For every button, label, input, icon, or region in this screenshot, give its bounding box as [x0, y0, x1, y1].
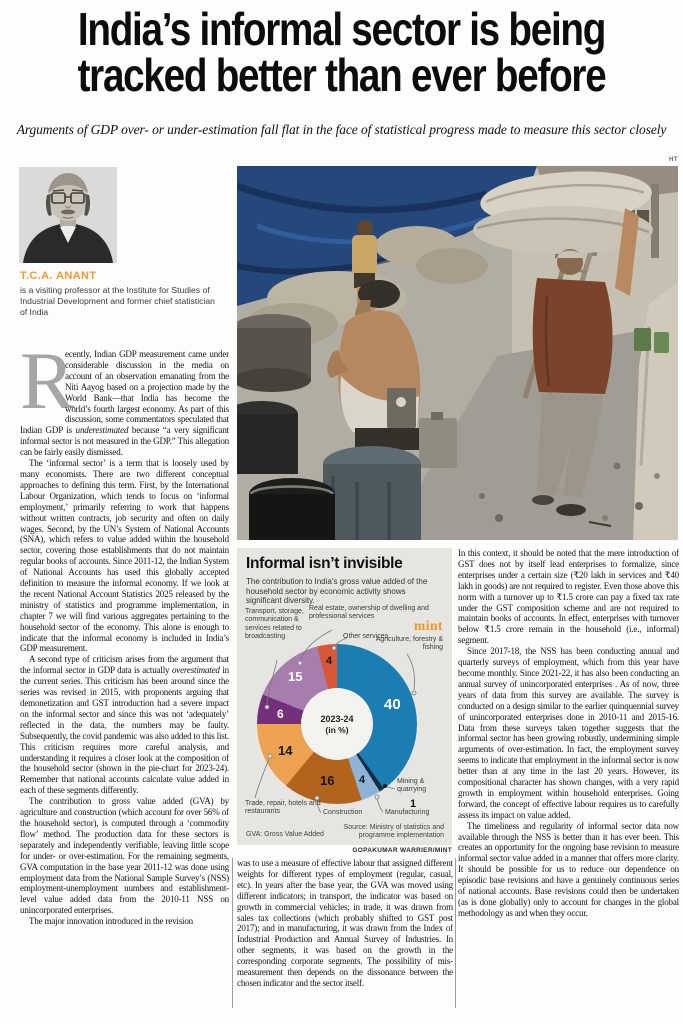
- article-column-2: [237, 858, 453, 1010]
- paragraph-text: because “a very significant informal sector is not measured in the GDP.” This allegation can be fairly easily dismissed.: [20, 425, 229, 458]
- label-construction: Construction: [323, 809, 363, 816]
- street-photo-image: [237, 166, 678, 540]
- drop-cap: R: [20, 349, 75, 426]
- paragraph-text: in the current series. This criticism has been around since the series was revised in 2015, with proponents arguing that demonetization and GST introduction had a severe impact on the informal sector and since this was not ‘adequately’ reflected in the data, the numbers may be faulty. Subsequently, the covid pandemic was also added to this list. This criticism requires more careful analysis, and understanding it requires a closer look at the composition of the household sector (shown in the pie-chart for 2023-24). Remember that national accounts calculate value added in each of these segments differently.: [20, 665, 229, 796]
- article-paragraph: In this context, it should be noted that the mere introduction of GST does not by itself lead enterprises to formalize, since enterprises under a certain size (₹20 lakh in services and ₹40 lakh in goods) are not required to register. Even those above this norm with a turnover up to ₹1.5 crore can pay a fixed tax rate under the GST composition scheme and are not required to maintain books of accounts. In effect, enterprises with turnover below ₹1.5 crore remain in the household (i.e., informal) segment.: [458, 548, 679, 646]
- author-bio: is a visiting professor at the Institute for Studies of Industrial Development and former chief statistician of India: [20, 285, 215, 317]
- infographic-subtitle: The contribution to India’s gross value added of the household sector by economic activity shows significant diversity.: [246, 577, 428, 606]
- infographic-box: [237, 548, 452, 845]
- article-paragraph: was to use a measure of effective labour that assigned different weights for different types of employment (regular, casual, etc). In years after the base year, the GVA was moved using different indicators; in transport, the indicator was based on growth in commercial vehicles; in trade, it was drawn from sales tax collections (which probably shifted to GST post 2017); and in manufacturing, it was drawn from the Index of Industrial Production and Annual Survey of Industries. In other segments, it was based on the growth in the corresponding corporate segments. The possibility of mis-measurement then depends on the dissonance between the chosen indicator and the sector itself.: [237, 858, 453, 988]
- article-paragraph: The ‘informal sector’ is a term that is loosely used by many economists. There are two different conceptual approaches to defining this term. First, by the International Labour Organization, which tends to focus on ‘informal employment,’ primarily referring to work that happens without written contracts, job security and often on daily wages. Second, by the UN’s System of National Accounts (SNA), which refers to value added within the household sector, covering those establishments that do not maintain regular books of accounts. Since 2011-12, the Indian System of National Accounts has used this globally accepted definition to measure the informal economy. If we look at the recent National Account Statistics 2025 released by the ministry of statistics and programme implementation, in chapter 7 we will find various aggregates pertaining to the household sector of the economy. This alone is enough to indicate that the informal economy is included in India’s GDP measurement.: [20, 458, 229, 654]
- label-mining: Mining & quarrying: [397, 778, 427, 794]
- headline-line2: tracked better than ever before: [77, 49, 606, 101]
- donut-center-year: 2023-24: [320, 713, 354, 724]
- label-manufacturing: Manufacturing: [385, 809, 430, 816]
- graphic-credit: GOPAKUMAR WARRIER/MINT: [352, 847, 452, 854]
- label-agriculture: Agriculture, forestry & fishing: [375, 636, 443, 652]
- column-rule-left: [232, 858, 233, 1008]
- value-trade: 14: [278, 743, 293, 758]
- label-trade: Trade, repair, hotels and restaurants: [245, 800, 321, 816]
- value-other-services: 4: [326, 655, 333, 667]
- article-paragraph: Since 2017-18, the NSS has been conducting annual and quarterly surveys of employment, which from this year have become monthly. Since 2021-22, it has also been conducting an annual survey of unincorporated enterprises . As of now, three years of data from this survey are available. The survey is conducted on a design similar to the earlier quinquennial survey of unincorporated enterprises done in 2010-11 and 2015-16. Data from these surveys taken together suggests that the informal sector has been growing robustly, undermining simple arguments of over-estimation. In fact, the employment survey seems to indicate that employment in the informal sector is now better than at any time in the last 20 years. However, its compositional character has shown changes, with a very rapid growth in employment within household enterprises. Going forward, the concept of effective labour requires us to carefully assess its impact on value added.: [458, 646, 679, 820]
- author-portrait: [19, 167, 117, 263]
- article-column-3: [458, 548, 679, 1014]
- infographic-title: Informal isn’t invisible: [246, 555, 403, 572]
- source-note: Source: Ministry of statistics and programme implementation: [343, 824, 444, 840]
- paragraph-text: ecently, Indian GDP measurement came under considerable discussion in the media on account of an observation emanating from the Niti Aayog based on a projection made by the World Bank—that India has become the world’s fourth largest economy. As part of this discussion, some commentators speculated that Indian GDP is: [20, 349, 229, 436]
- article-paragraph: The major innovation introduced in the revision: [29, 916, 193, 927]
- value-transport: 6: [277, 707, 284, 721]
- article-paragraph: The contribution to gross value added (GVA) by agriculture and construction (which account for over 56% of the household sector), is computed through a ‘commodity flow’ method. The production data for these sectors is separately and independently verifiable, leaving little scope for under- or over-estimation. For the remaining segments, GVA computation in the base year 2011-12 was done using employment data from the National Sample Survey’s (NSS) employment-unemployment numbers and establishment-level value added data from the 2010-11 NSS on unincorporated enterprises.: [20, 796, 229, 916]
- street-photo: [237, 166, 678, 540]
- headline-line1: India’s informal sector is being: [77, 3, 606, 55]
- gva-footnote: GVA: Gross Value Added: [246, 831, 324, 838]
- donut-center-unit: (in %): [325, 724, 349, 735]
- article-opening-paragraph: [20, 349, 229, 458]
- author-name: T.C.A. ANANT: [20, 270, 97, 282]
- article-paragraph: The timeliness and regularity of informal sector data now available through the NSS is better than it has ever been. This creates an opportunity for the ongoing base revision to measure informal sector value added in a manner that offers more clarity. It should be possible for us to reduce our dependence on episodic base revisions and have a genuinely continuous series of national accounts. Base revisions could then be undertaken (as is done globally) only to account for changes in the global methodology as and when they occur.: [458, 820, 679, 918]
- value-manufacturing: 4: [359, 774, 366, 786]
- column-rule-right: [455, 858, 456, 1008]
- value-mining: 1: [410, 798, 417, 810]
- emphasis-word: underestimated: [75, 425, 129, 436]
- paragraph-text: A second type of criticism arises from the argument that the informal sector in GDP data is actually: [20, 654, 229, 676]
- label-transport: Transport, storage, communication & services related to broadcasting: [245, 608, 304, 640]
- photo-agency-credit: HT: [669, 157, 678, 163]
- article-paragraph: [20, 654, 229, 796]
- value-real-estate: 15: [288, 669, 303, 684]
- label-real-estate: Real estate, ownership of dwelling and professional services: [309, 605, 429, 621]
- label-other-services: Other services: [343, 633, 389, 640]
- value-construction: 16: [320, 773, 335, 788]
- article-column-1: [20, 349, 229, 1015]
- mint-logo: mint: [414, 618, 443, 633]
- standfirst: Arguments of GDP over- or under-estimation fall flat in the face of statistical progress made to measure this sector closely: [16, 122, 667, 137]
- value-agriculture: 40: [384, 696, 401, 713]
- author-portrait-image: [19, 167, 117, 263]
- emphasis-word: overestimated: [171, 665, 220, 676]
